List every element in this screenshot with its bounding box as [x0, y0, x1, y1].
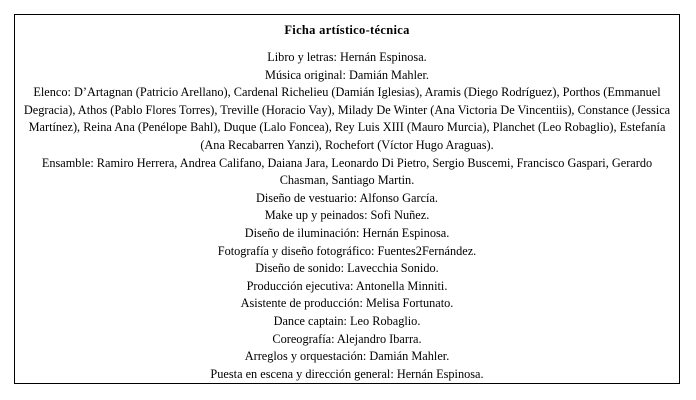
credit-direction: Puesta en escena y dirección general: Hernán Espinosa.: [210, 366, 484, 381]
credit-ensemble: Ensamble: Ramiro Herrera, Andrea Califano, Daiana Jara, Leonardo Di Pietro, Sergio Buscemi, Francisco Gaspari, Gerardo Chasman, Santiago Martin.: [41, 155, 653, 188]
credit-cast: Elenco: D’Artagnan (Patricio Arellano), Cardenal Richelieu (Damián Iglesias), Aramis (Diego Rodríguez), Porthos (Emmanuel Degracia), Athos (Pablo Flores Torres), Treville (Horacio Vay), Milady De Winter (Ana Victoria De Vincentiis), Constance (Jessica Martínez), Reina Ana (Penélope Bahl), Duque (Lalo Foncea), Rey Luis XIII (Mauro Murcia), Planchet (Leo Robaglio), Estefanía (Ana Recabarren Yanzi), Rochefort (Víctor Hugo Araguas).: [23, 85, 671, 152]
credits-box: [14, 14, 680, 384]
credit-dance-captain: Dance captain: Leo Robaglio.: [273, 313, 421, 328]
credit-lighting-design: Diseño de iluminación: Hernán Espinosa.: [244, 225, 450, 240]
credit-production-assistant: Asistente de producción: Melisa Fortunato.: [240, 296, 454, 311]
credit-sound-design: Diseño de sonido: Lavecchia Sonido.: [255, 261, 439, 276]
credit-arrangements: Arreglos y orquestación: Damián Mahler.: [244, 349, 450, 364]
credit-executive-production: Producción ejecutiva: Antonella Minniti.: [246, 278, 448, 293]
credit-makeup-hair: Make up y peinados: Sofi Nuñez.: [264, 208, 430, 223]
credit-original-music: Música original: Damián Mahler.: [265, 67, 429, 82]
credit-book-lyrics: Libro y letras: Hernán Espinosa.: [267, 50, 427, 64]
credits-list: [23, 49, 671, 383]
credit-photography: Fotografía y diseño fotográfico: Fuentes2Fernández.: [217, 243, 477, 258]
credit-choreography: Coreografía: Alejandro Ibarra.: [272, 331, 422, 346]
credit-costume-design: Diseño de vestuario: Alfonso García.: [255, 190, 438, 205]
credits-title: Ficha artístico-técnica: [284, 23, 410, 37]
